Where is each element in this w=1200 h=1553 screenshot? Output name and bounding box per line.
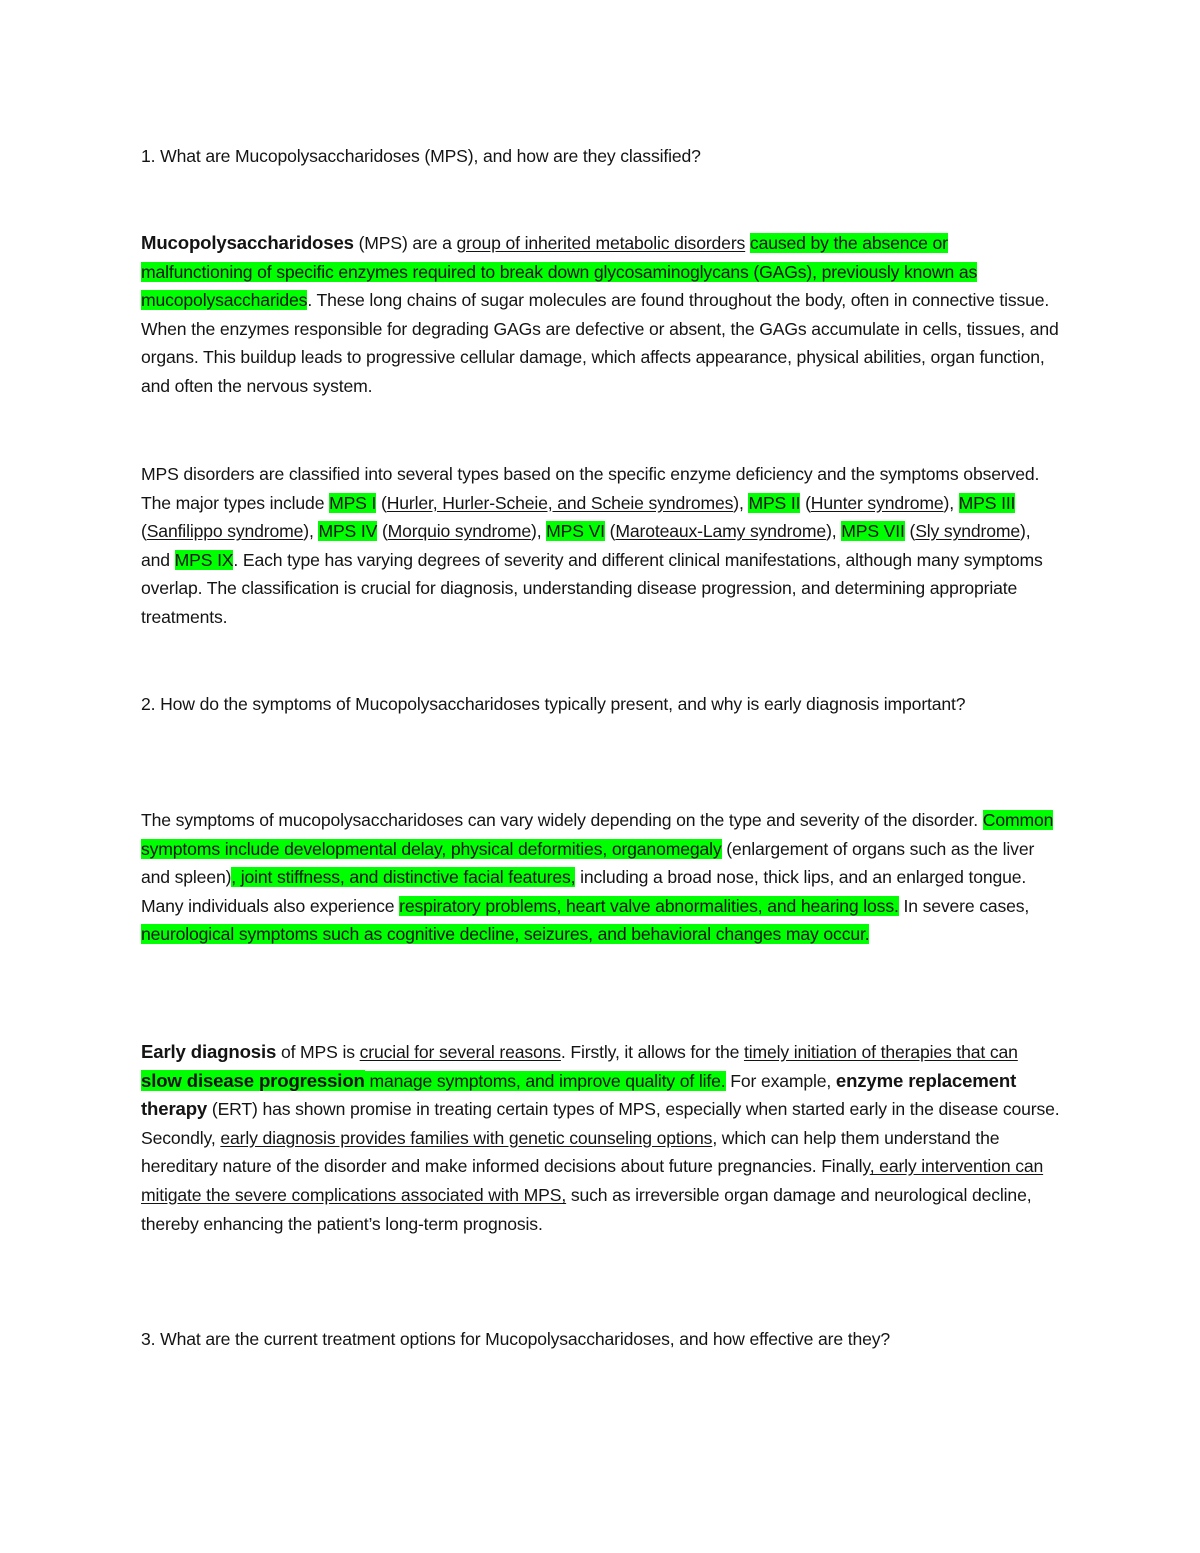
underlined-phrase: timely initiation of therapies that can (743, 1042, 1018, 1062)
text-segment: ), (530, 521, 547, 542)
text-segment: (MPS) are a (353, 233, 457, 253)
highlighted-phrase: respiratory problems, heart valve abnormalities, and hearing loss. (399, 895, 899, 916)
text-segment: ( (800, 492, 811, 513)
text-segment: . Firstly, it allows for the (560, 1042, 744, 1062)
text-segment: . These long chains of sugar molecules are found throughout the body, often in connective tissue. When the enzymes responsible for degrading GAGs are defective or absent, the GAGs accumulate in cells, tissues, and organs. This buildup leads to progressive cellular damage, which affects appearance, physical abilities, organ function, and often the nervous system. (141, 290, 1059, 396)
text-segment: ), (826, 521, 842, 542)
text-segment: ), (733, 492, 749, 513)
highlighted-phrase: Common symptoms include developmental delay, physical deformities, organomegaly (141, 810, 1054, 859)
text-segment: ), (943, 492, 959, 513)
text-segment: ( (904, 521, 916, 542)
mps-type-label: MPS IX (174, 549, 234, 570)
highlighted-phrase: caused by the absence or malfunctioning of specific enzymes required to break down glycosaminoglycans (GAGs), previously known as mucopolysaccharides (141, 233, 978, 311)
text-segment: ), (303, 521, 319, 542)
syndrome-name: Hunter syndrome (810, 492, 944, 513)
underlined-phrase: early diagnosis provides families with genetic counseling options (220, 1127, 713, 1148)
mps-type-label: MPS I (329, 492, 377, 513)
answer-2-early-diagnosis (141, 1038, 1061, 1238)
syndrome-name: Hurler, Hurler-Scheie, and Scheie syndromes (386, 492, 734, 513)
text-segment: ( (604, 521, 616, 542)
text-segment: For example, (725, 1070, 836, 1091)
text-segment: In severe cases, (898, 895, 1030, 916)
text-segment: (ERT) has shown promise in treating certain types of MPS, especially when started early in the disease course. Secondly, (141, 1099, 1060, 1148)
mps-type-label: MPS III (958, 492, 1016, 513)
question-1: 1. What are Mucopolysaccharidoses (MPS), and how are they classified? (141, 146, 701, 166)
highlighted-phrase: manage symptoms, and improve quality of life. (364, 1070, 726, 1091)
term-enzyme-replacement-therapy: enzyme replacement therapy (141, 1069, 1017, 1120)
mps-type-label: MPS II (748, 492, 801, 513)
term-mucopolysaccharidoses: Mucopolysaccharidoses (141, 232, 354, 253)
answer-1-definition (141, 229, 1061, 401)
term-early-diagnosis: Early diagnosis (141, 1041, 277, 1062)
text-segment: ( (141, 521, 147, 542)
question-3: 3. What are the current treatment options for Mucopolysaccharidoses, and how effective are they? (141, 1329, 891, 1349)
highlighted-bold-phrase: slow disease progression (141, 1069, 365, 1091)
mps-type-label: MPS IV (318, 521, 378, 542)
underlined-phrase: group of inherited metabolic disorders (456, 233, 746, 253)
text-segment: The symptoms of mucopolysaccharidoses can vary widely depending on the type and severity of the disorder. (141, 810, 983, 830)
mps-type-label: MPS VI (546, 521, 605, 542)
text-segment: . Each type has varying degrees of severity and different clinical manifestations, although many symptoms overlap. The classification is crucial for diagnosis, understanding disease progression, and determining appropriate treatments. (141, 549, 1043, 627)
syndrome-name: Morquio syndrome (387, 521, 531, 542)
text-segment: including a broad nose, thick lips, and an enlarged tongue. Many individuals also experience (141, 867, 1027, 916)
answer-2-symptoms (141, 806, 1061, 949)
answer-1-classification (141, 460, 1061, 632)
text-segment: ), and (141, 521, 1031, 570)
syndrome-name: Maroteaux-Lamy syndrome (615, 521, 827, 542)
text-segment: ( (377, 521, 388, 542)
text-segment: (enlargement of organs such as the liver and spleen) (141, 838, 1035, 888)
syndrome-name: Sly syndrome (915, 521, 1020, 542)
underlined-phrase: crucial for several reasons (359, 1042, 561, 1062)
text-segment: , which can help them understand the hereditary nature of the disorder and make informed decisions about future pregnancies. Finally (141, 1127, 1000, 1177)
text-segment: ( (376, 492, 387, 513)
mps-type-label: MPS VII (841, 521, 905, 542)
text-segment: of MPS is (276, 1042, 360, 1062)
syndrome-name: Sanfilippo syndrome (146, 521, 304, 542)
text-segment: MPS disorders are classified into several types based on the specific enzyme deficiency and the symptoms observed. The major types include (141, 464, 1040, 513)
text-segment: such as irreversible organ damage and neurological decline, thereby enhancing the patient’s long-term prognosis. (141, 1184, 1032, 1234)
highlighted-phrase: , joint stiffness, and distinctive facial features, (231, 867, 576, 888)
question-2: 2. How do the symptoms of Mucopolysaccharidoses typically present, and why is early diagnosis important? (141, 694, 966, 714)
underlined-phrase: , early intervention can mitigate the severe complications associated with MPS, (141, 1156, 1044, 1205)
highlighted-phrase: neurological symptoms such as cognitive decline, seizures, and behavioral changes may occur. (141, 924, 870, 945)
